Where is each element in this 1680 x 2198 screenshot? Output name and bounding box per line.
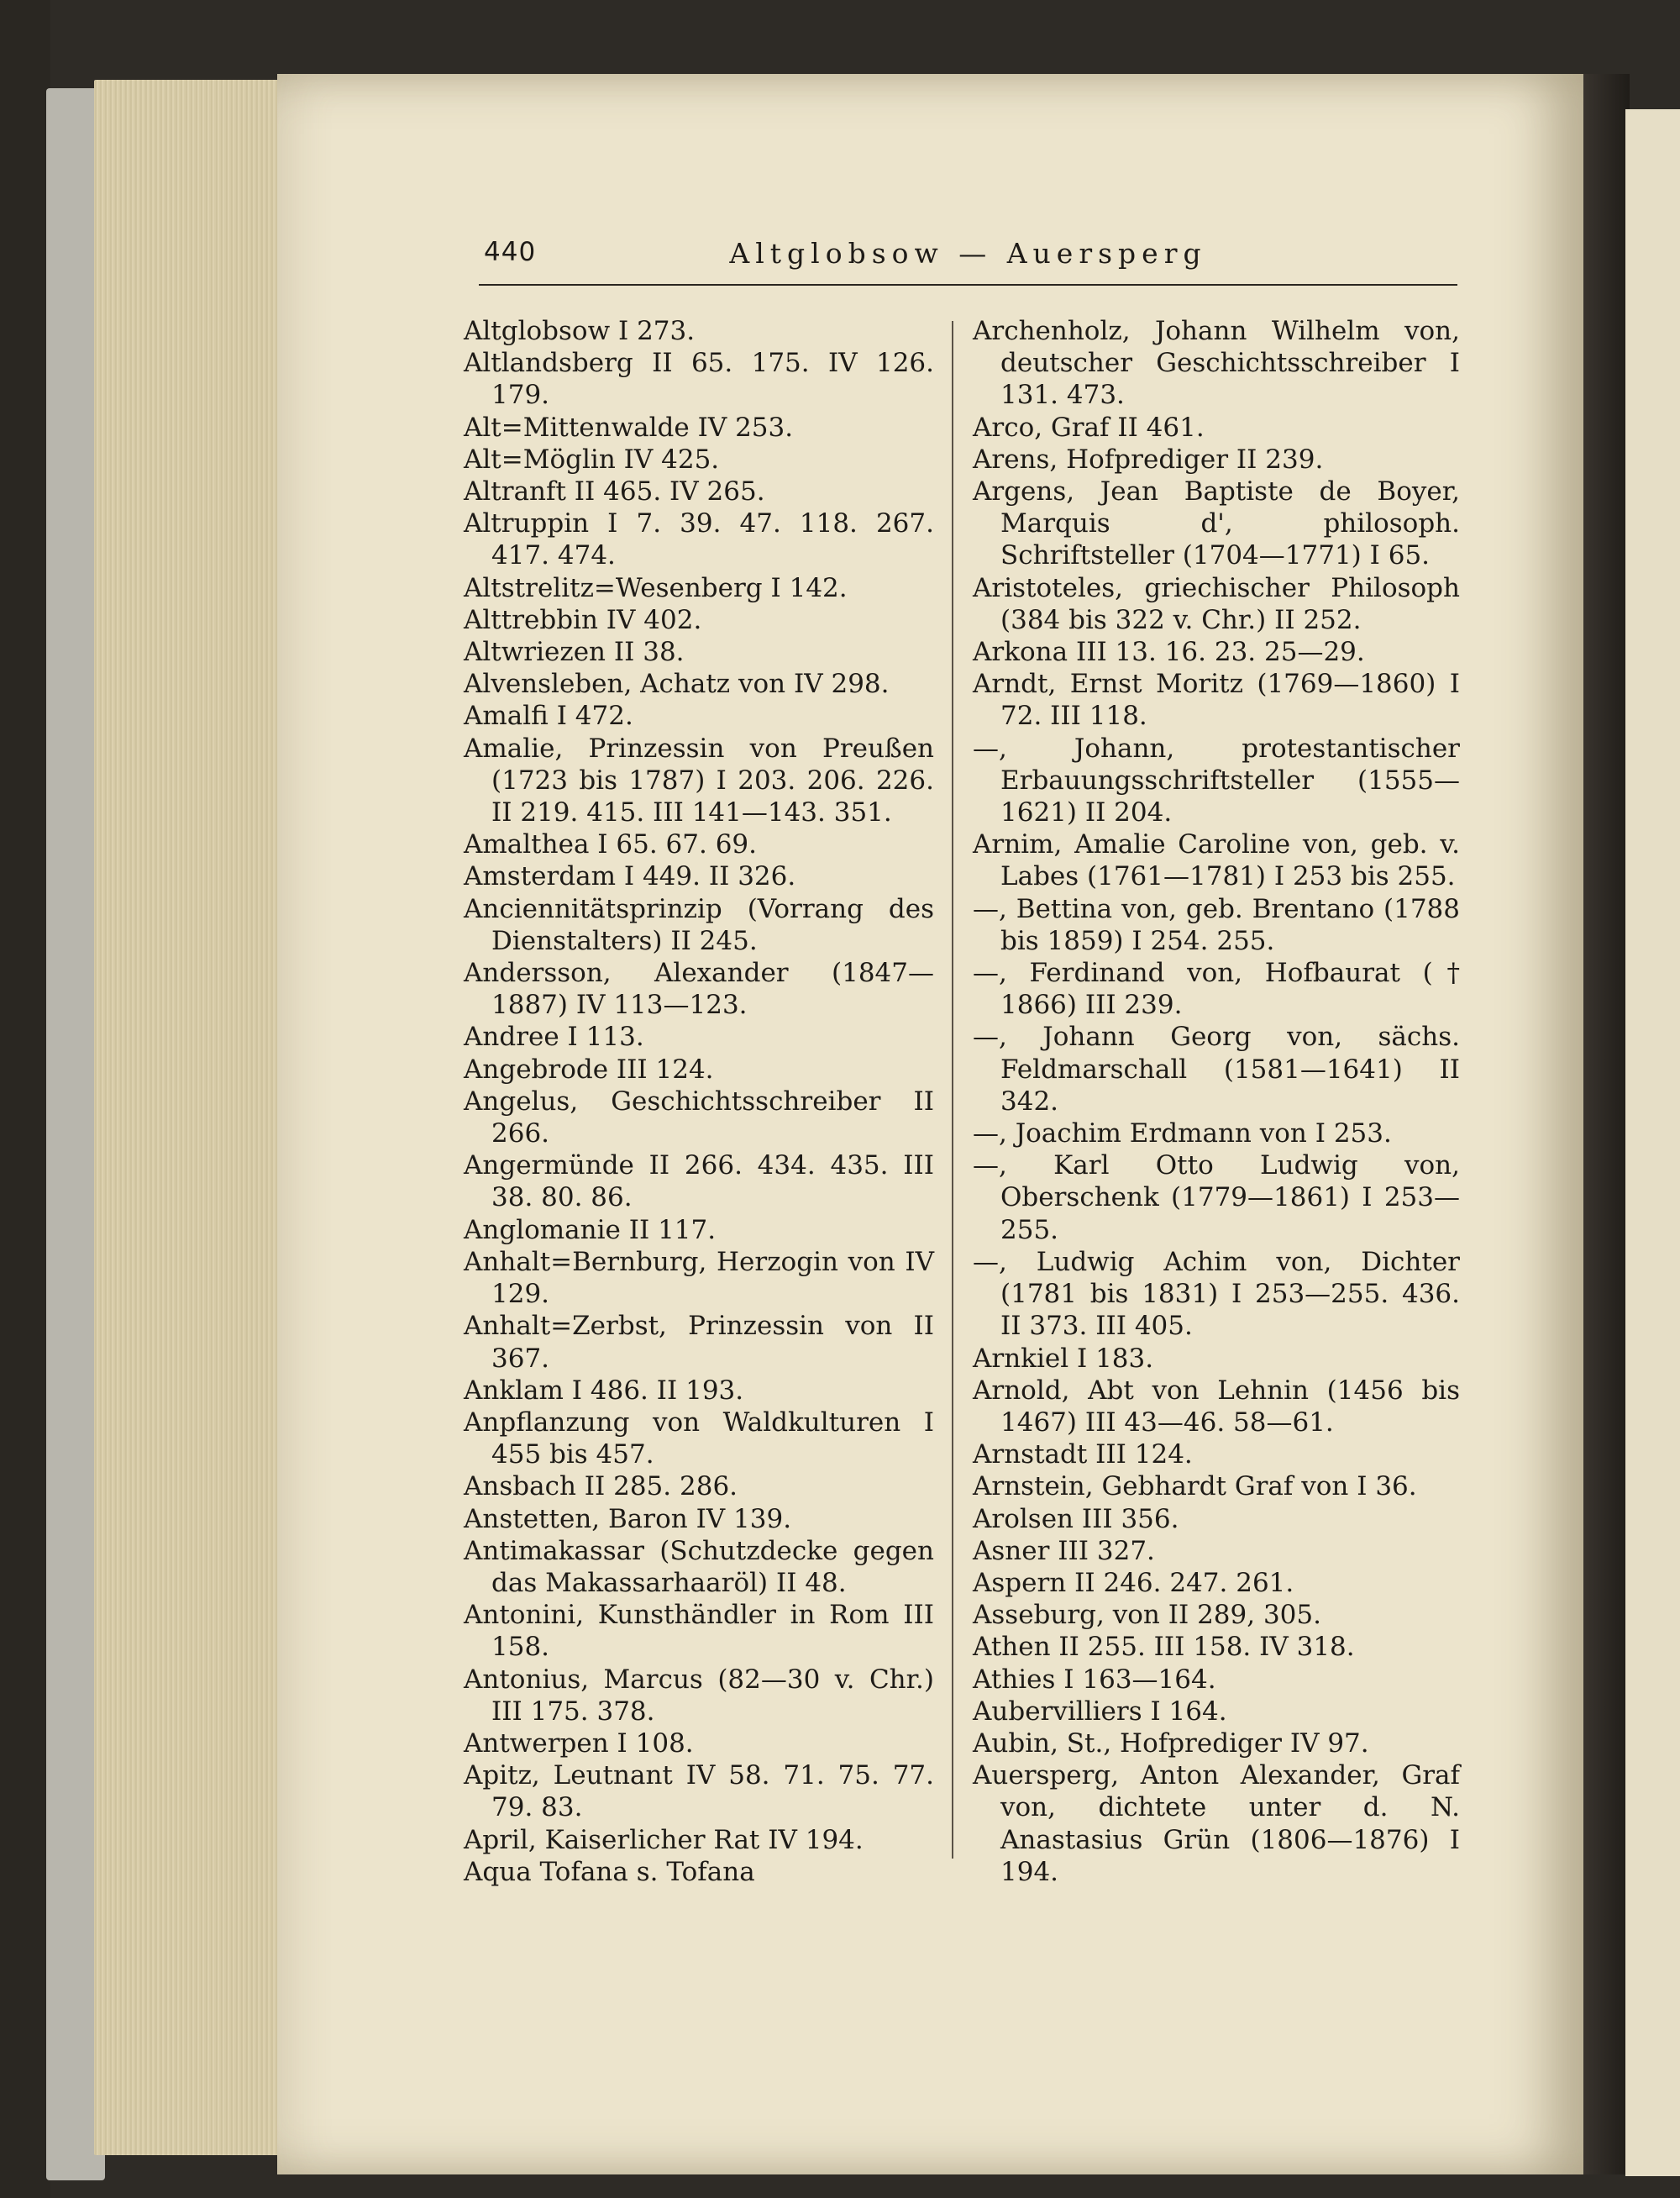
index-entry: Altruppin I 7. 39. 47. 118. 267. 417. 474. <box>464 508 934 571</box>
page-stack-edge <box>94 80 287 2155</box>
index-entry: Amalthea I 65. 67. 69. <box>464 829 757 860</box>
index-entry: Arnold, Abt von Lehnin (1456 bis 1467) III 43—46. 58—61. <box>973 1375 1460 1438</box>
index-entry: Anciennitätsprinzip (Vorrang des Dienstalters) II 245. <box>464 893 934 956</box>
page-header <box>479 225 1457 286</box>
index-entry: Angelus, Geschichtsschreiber II 266. <box>464 1086 934 1149</box>
index-entry: Altstrelitz=Wesenberg I 142. <box>464 572 848 603</box>
index-entry: —, Karl Otto Ludwig von, Oberschenk (1779—1861) I 253—255. <box>973 1150 1460 1245</box>
index-entry: —, Ludwig Achim von, Dichter (1781 bis 1831) I 253—255. 436. II 373. III 405. <box>973 1246 1460 1342</box>
index-entry: —, Johann Georg von, sächs. Feldmarschall (1581—1641) II 342. <box>973 1022 1460 1117</box>
index-entry: Arolsen III 356. <box>973 1503 1179 1534</box>
background-left <box>0 0 50 2198</box>
index-entry: Altlandsberg II 65. 175. IV 126. 179. <box>464 348 934 411</box>
index-entry: Archenholz, Johann Wilhelm von, deutscher Geschichtsschreiber I 131. 473. <box>973 316 1460 411</box>
index-entry: —, Joachim Erdmann von I 253. <box>973 1118 1392 1149</box>
index-entry: Antwerpen I 108. <box>464 1727 694 1759</box>
index-entry: Arco, Graf II 461. <box>973 412 1205 443</box>
index-entry: Arnim, Amalie Caroline von, geb. v. Labes (1761—1781) I 253 bis 255. <box>973 829 1460 892</box>
index-column-left <box>464 315 934 1888</box>
index-entry: Alttrebbin IV 402. <box>464 604 702 635</box>
index-entry: Anhalt=Bernburg, Herzogin von IV 129. <box>464 1246 934 1310</box>
running-head: Altglobsow — Auersperg <box>729 237 1207 270</box>
index-entry: Aqua Tofana s. Tofana <box>464 1856 755 1887</box>
index-entry: Anpflanzung von Waldkulturen I 455 bis 457. <box>464 1407 934 1470</box>
index-entry: Athies I 163—164. <box>973 1664 1216 1695</box>
index-entry: Antonini, Kunsthändler in Rom III 158. <box>464 1600 934 1663</box>
index-entry: —, Johann, protestantischer Erbauungsschriftsteller (1555—1621) II 204. <box>973 733 1460 828</box>
index-entry: Amalfi I 472. <box>464 701 633 732</box>
index-entry: —, Ferdinand von, Hofbaurat († 1866) III 239. <box>973 958 1460 1021</box>
index-entry: Andersson, Alexander (1847—1887) IV 113—123. <box>464 958 934 1021</box>
index-entry: Anglomanie II 117. <box>464 1214 717 1245</box>
index-entry: Arnstadt III 124. <box>973 1439 1193 1470</box>
index-entry: Alt=Möglin IV 425. <box>464 444 720 475</box>
index-entry: Arndt, Ernst Moritz (1769—1860) I 72. III 118. <box>973 669 1460 732</box>
index-entry: Athen II 255. III 158. IV 318. <box>973 1632 1355 1663</box>
index-entry: Antimakassar (Schutzdecke gegen das Makassarhaaröl) II 48. <box>464 1535 934 1598</box>
index-entry: Arkona III 13. 16. 23. 25—29. <box>973 637 1365 668</box>
column-divider <box>952 321 953 1859</box>
index-column-right <box>973 315 1460 1888</box>
page-number: 440 <box>484 237 537 267</box>
index-entry: Andree I 113. <box>464 1022 644 1053</box>
index-entry: Alvensleben, Achatz von IV 298. <box>464 669 890 700</box>
index-entry: Arnstein, Gebhardt Graf von I 36. <box>973 1471 1417 1502</box>
index-entry: Altwriezen II 38. <box>464 637 685 668</box>
index-entry: Aspern II 246. 247. 261. <box>973 1567 1294 1598</box>
index-entry: Anhalt=Zerbst, Prinzessin von II 367. <box>464 1311 934 1374</box>
facing-page-edge <box>1625 109 1680 2176</box>
index-entry: Aubervilliers I 164. <box>973 1696 1227 1727</box>
book-gutter <box>1579 74 1630 2174</box>
index-entry: Angebrode III 124. <box>464 1054 714 1085</box>
index-entry: Angermünde II 266. 434. 435. III 38. 80. 86. <box>464 1150 934 1213</box>
index-entry: Ansbach II 285. 286. <box>464 1471 738 1502</box>
index-entry: —, Bettina von, geb. Brentano (1788 bis 1859) I 254. 255. <box>973 893 1460 956</box>
index-entry: Apitz, Leutnant IV 58. 71. 75. 77. 79. 83. <box>464 1760 934 1823</box>
index-entry: Antonius, Marcus (82—30 v. Chr.) III 175. 378. <box>464 1664 934 1727</box>
index-entry: Altglobsow I 273. <box>464 316 696 346</box>
index-entry: Anklam I 486. II 193. <box>464 1375 744 1406</box>
index-entry: Auersperg, Anton Alexander, Graf von, dichtete unter d. N. Anastasius Grün (1806—1876) I 194. <box>973 1760 1460 1887</box>
index-entry: Amalie, Prinzessin von Preußen (1723 bis 1787) I 203. 206. 226. II 219. 415. III 141—143. 351. <box>464 733 934 828</box>
index-entry: Anstetten, Baron IV 139. <box>464 1503 792 1534</box>
index-entry: Aubin, St., Hofprediger IV 97. <box>973 1727 1369 1759</box>
index-entry: Altranft II 465. IV 265. <box>464 476 765 507</box>
index-entry: April, Kaiserlicher Rat IV 194. <box>464 1824 864 1855</box>
index-entry: Alt=Mittenwalde IV 253. <box>464 412 794 443</box>
index-entry: Arens, Hofprediger II 239. <box>973 444 1324 475</box>
index-entry: Asseburg, von II 289, 305. <box>973 1600 1321 1631</box>
index-entry: Asner III 327. <box>973 1535 1155 1566</box>
index-entry: Amsterdam I 449. II 326. <box>464 861 796 892</box>
index-entry: Argens, Jean Baptiste de Boyer, Marquis d', philosoph. Schriftsteller (1704—1771) I 65. <box>973 476 1460 571</box>
index-entry: Aristoteles, griechischer Philosoph (384 bis 322 v. Chr.) II 252. <box>973 572 1460 635</box>
index-entry: Arnkiel I 183. <box>973 1343 1154 1374</box>
